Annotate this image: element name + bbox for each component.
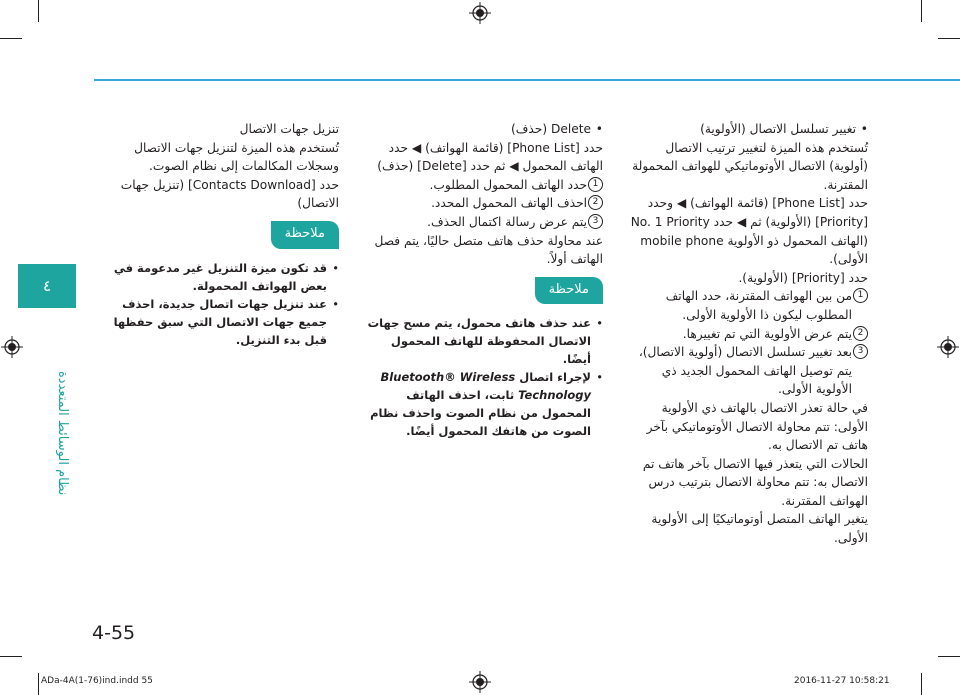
step-number-icon: 2 bbox=[853, 326, 868, 341]
crop-mark bbox=[0, 656, 22, 657]
section-heading: تنزيل جهات الاتصال bbox=[239, 122, 339, 136]
registration-mark-icon bbox=[1, 336, 23, 358]
section-bullet: • تغيير تسلسل الاتصال (الأولوية) bbox=[628, 120, 868, 139]
right-column bbox=[628, 120, 868, 548]
crop-mark bbox=[921, 0, 922, 22]
step-number-icon: 1 bbox=[853, 288, 868, 303]
note-badge: ملاحظة bbox=[271, 221, 339, 249]
step-item: 2 احذف الهاتف المحمول المحدد. bbox=[366, 194, 603, 213]
header-rule bbox=[94, 79, 960, 81]
registration-mark-icon bbox=[469, 2, 491, 24]
paragraph: تُستخدم هذه الميزة لتغيير ترتيب الاتصال (أولوية) الاتصال الأوتوماتيكي للهواتف المحمولة المقترنة. bbox=[632, 140, 868, 192]
crop-mark bbox=[938, 656, 960, 657]
step-item: 3 بعد تغيير تسلسل الاتصال (أولوية الاتصال)، يتم توصيل الهاتف المحمول الجديد ذي الأولوية الأولى. bbox=[628, 343, 868, 399]
step-number-icon: 1 bbox=[588, 177, 603, 192]
note-item: • عند حذف هاتف محمول، يتم مسح جهات الاتصال المحفوظة للهاتف المحمول أيضًا. bbox=[366, 314, 603, 368]
step-item: 2 يتم عرض الأولوية التي تم تغييرها. bbox=[628, 325, 868, 344]
paragraph: عند محاولة حذف هاتف متصل حاليًا، يتم فصل الهاتف أولاً. bbox=[374, 233, 603, 267]
middle-column bbox=[366, 120, 603, 440]
page-number: 4-55 bbox=[92, 622, 136, 644]
step-number-icon: 3 bbox=[588, 214, 603, 229]
note-badge: ملاحظة bbox=[535, 277, 603, 305]
chapter-number: ٤ bbox=[42, 277, 52, 295]
step-item: 1 حدد الهاتف المحمول المطلوب. bbox=[366, 176, 603, 195]
chapter-tab bbox=[18, 264, 76, 308]
paragraph: يتغير الهاتف المتصل أوتوماتيكيًا إلى الأولوية الأولى. bbox=[651, 512, 868, 546]
paragraph: تُستخدم هذه الميزة لتنزيل جهات الاتصال وسجلات المكالمات إلى نظام الصوت. bbox=[134, 140, 339, 174]
note-item: • عند تنزيل جهات اتصال جديدة، احذف جميع جهات الاتصال التي سبق حفظها قبل بدء التنزيل. bbox=[91, 295, 339, 349]
note-item: • لإجراء اتصال Bluetooth® Wireless Technology ثابت، احذف الهاتف المحمول من نظام الصوت واحذف نظام الصوت من هاتفك المحمول أيضًا. bbox=[366, 368, 603, 440]
step-number-icon: 2 bbox=[588, 195, 603, 210]
crop-mark bbox=[921, 673, 922, 695]
step-item: 3 يتم عرض رسالة اكتمال الحذف. bbox=[366, 213, 603, 232]
step-item: 1 من بين الهواتف المقترنة، حدد الهاتف المطلوب ليكون ذا الأولوية الأولى. bbox=[628, 287, 868, 324]
crop-mark bbox=[0, 38, 22, 39]
menu-path: حدد [Priority] (الأولوية). bbox=[738, 270, 868, 285]
bluetooth-term: Bluetooth® Wireless Technology bbox=[380, 370, 591, 403]
menu-path: حدد [Phone List] (قائمة الهواتف) ◀ حدد الهاتف المحمول ◀ ثم حدد [Delete] (حذف) bbox=[377, 140, 603, 174]
crop-mark bbox=[38, 0, 39, 22]
menu-path: حدد [Contacts Download] (تنزيل جهات الاتصال) bbox=[120, 177, 339, 211]
paragraph: في حالة تعذر الاتصال بالهاتف ذي الأولوية الأولى: تتم محاولة الاتصال الأوتوماتيكي بآخر هاتف تم الاتصال به. bbox=[646, 400, 868, 453]
step-number-icon: 3 bbox=[853, 344, 868, 359]
section-bullet: • Delete (حذف) bbox=[366, 120, 603, 139]
registration-mark-icon bbox=[469, 671, 491, 693]
menu-path: حدد [Phone List] (قائمة الهواتف) ◀ وحدد [Priority] (الأولوية) ثم ◀ حدد No. 1 Priority (الهاتف المحمول ذو الأولوية mobile phone الأولى). bbox=[630, 196, 868, 267]
crop-mark bbox=[38, 673, 39, 695]
note-item: • قد تكون ميزة التنزيل غير مدعومة في بعض الهواتف المحمولة. bbox=[91, 259, 339, 295]
registration-mark-icon bbox=[937, 336, 959, 358]
print-file-name: ADa-4A(1-76)ind.indd 55 bbox=[41, 676, 153, 686]
crop-mark bbox=[938, 38, 960, 39]
print-timestamp: 2016-11-27 10:58:21 bbox=[794, 676, 890, 686]
left-column bbox=[91, 120, 339, 349]
chapter-title: نظام الوسائط المتعددة bbox=[55, 370, 70, 496]
paragraph: الحالات التي يتعذر فيها الاتصال بآخر هاتف تم الاتصال به: تتم محاولة الاتصال بترتيب درس الهواتف المقترنة. bbox=[642, 456, 868, 508]
